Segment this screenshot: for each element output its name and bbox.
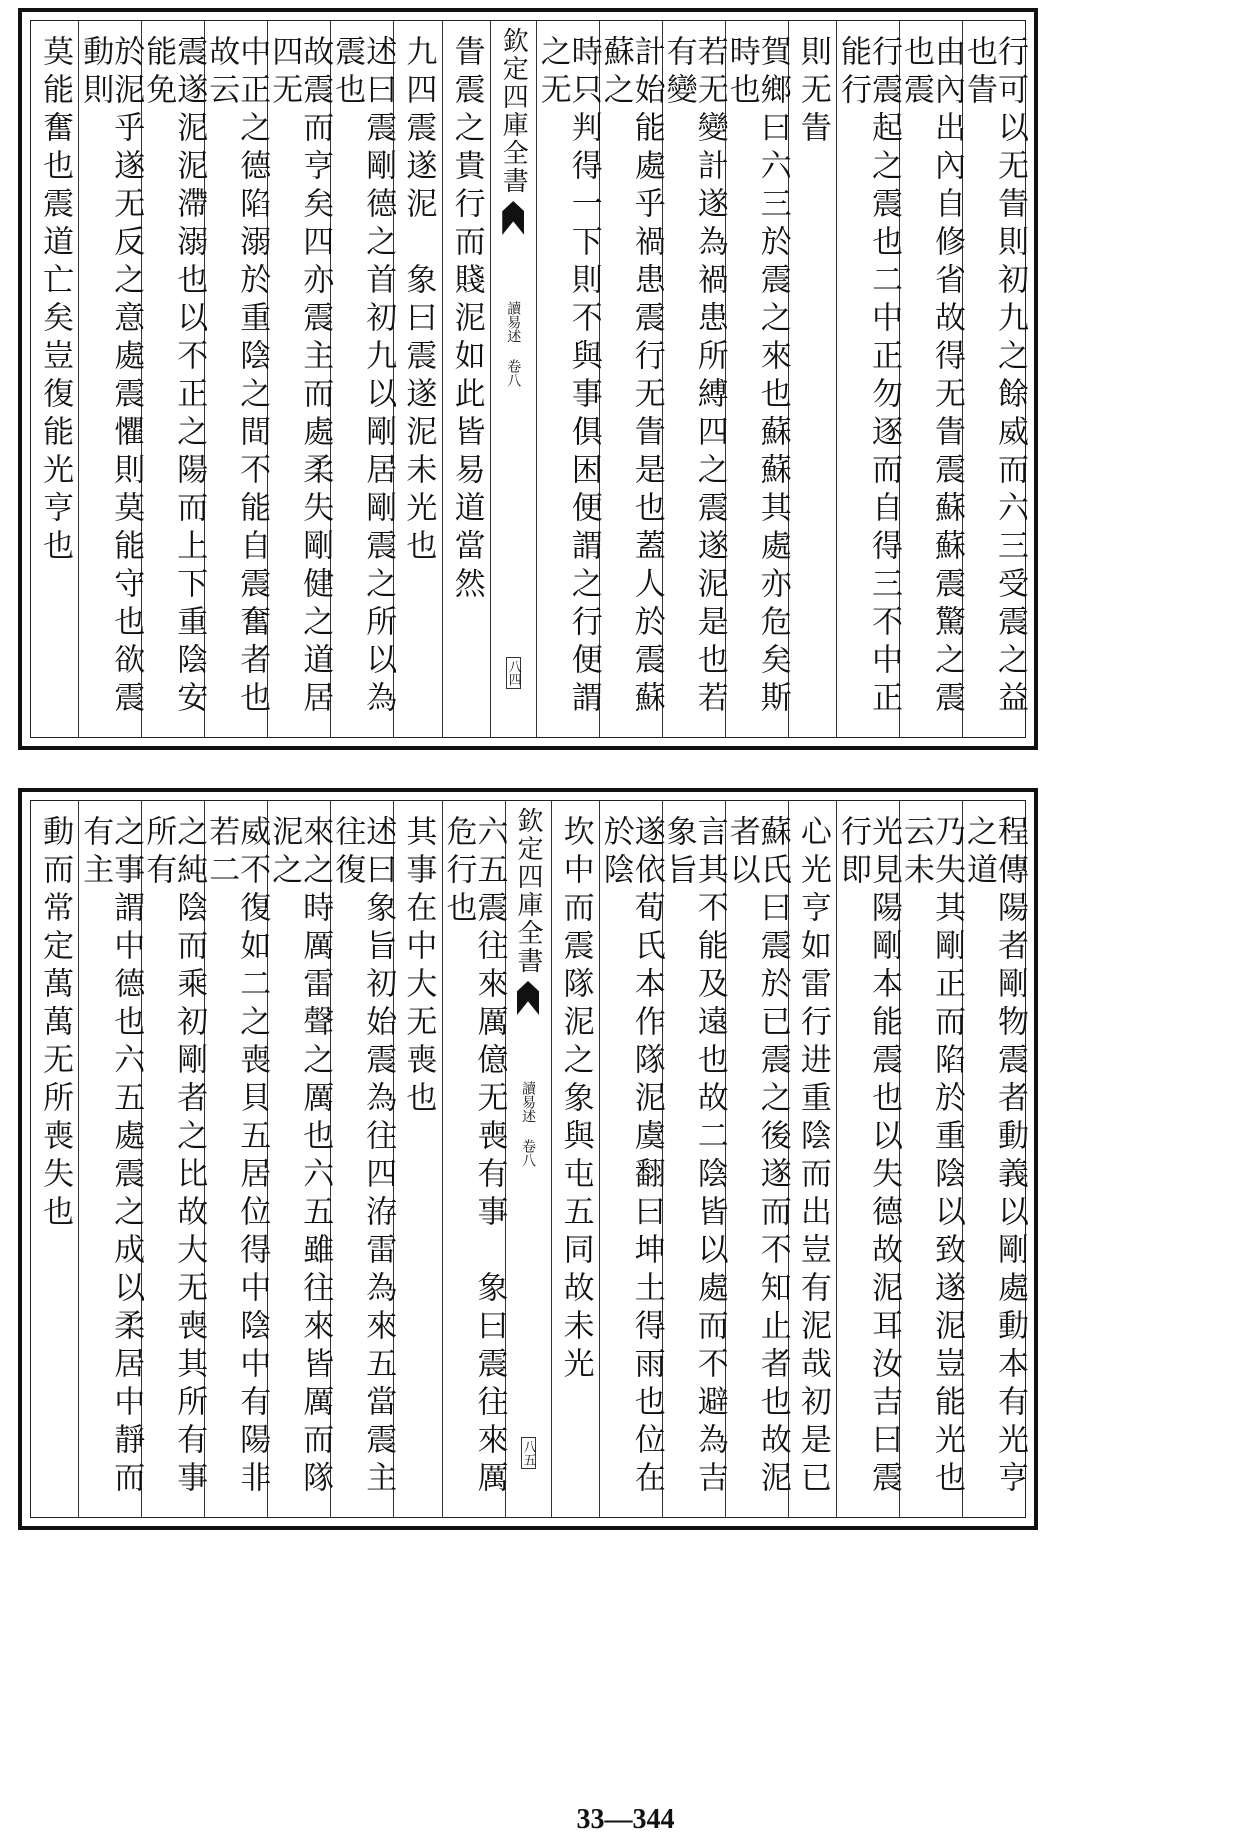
fishtail-mark-icon — [517, 981, 539, 1015]
book-series-title: 欽定四庫全書 — [513, 807, 543, 975]
upper-page-columns — [31, 21, 1028, 737]
text-column: 遂依荀氏本作隊泥虞翻曰坤土得雨也位在於陰 — [599, 801, 662, 1517]
text-column: 故震而亨矣四亦震主而處柔失剛健之道居四无 — [267, 21, 330, 737]
book-chapter-label: 讀易述 卷八 — [520, 1081, 536, 1167]
text-column: 於泥乎遂无反之意處震懼則莫能守也欲震動則 — [78, 21, 141, 737]
text-column: 行震起之震也二中正勿逐而自得三不中正能行 — [836, 21, 899, 737]
text-column: 中正之德陷溺於重陰之間不能自震奮者也故云 — [204, 21, 267, 737]
text-column: 心光亨如雷行进重陰而出豈有泥哉初是已 — [788, 801, 836, 1517]
book-chapter-label: 讀易述 卷八 — [505, 301, 522, 387]
text-column: 九四震遂泥 象曰震遂泥未光也 — [393, 21, 441, 737]
book-series-title: 欽定四庫全書 — [498, 27, 529, 195]
text-column: 其事在中大无喪也 — [393, 801, 441, 1517]
text-column: 震遂泥泥滯溺也以不正之陽而上下重陰安能免 — [141, 21, 204, 737]
text-column: 來之時厲雷聲之厲也六五雖往來皆厲而隊泥之 — [267, 801, 330, 1517]
upper-page — [18, 8, 1038, 750]
center-fold-margin — [490, 21, 536, 737]
text-column: 莫能奮也震道亡矣豈復能光亨也 — [37, 35, 74, 567]
text-column: 坎中而震隊泥之象與屯五同故未光 — [551, 801, 599, 1517]
text-column: 程傳陽者剛物震者動義以剛處動本有光亨之道 — [962, 801, 1025, 1517]
text-column: 言其不能及遠也故二陰皆以處而不避為吉象旨 — [662, 801, 725, 1517]
lower-page — [18, 788, 1038, 1530]
text-column: 由內出內自修省故得无眚震蘇蘇震驚之震也震 — [899, 21, 962, 737]
text-column: 時只判得一下則不與事俱困便謂之行便謂之无 — [536, 21, 599, 737]
text-column: 威不復如二之喪貝五居位得中陰中有陽非若二 — [204, 801, 267, 1517]
text-column: 行可以无眚則初九之餘威而六三受震之益也眚 — [962, 21, 1025, 737]
text-column: 動而常定萬萬无所喪失也 — [37, 815, 74, 1233]
fishtail-mark-icon — [502, 201, 524, 235]
lower-page-columns — [31, 801, 1028, 1517]
text-column: 之純陰而乘初剛者之比故大无喪其所有事所有 — [141, 801, 204, 1517]
text-column: 之事謂中德也六五處震之成以柔居中靜而有主 — [78, 801, 141, 1517]
text-column: 乃失其剛正而陷於重陰以致遂泥豈能光也云未 — [899, 801, 962, 1517]
text-column: 蘇氏曰震於已震之後遂而不知止者也故泥者以 — [725, 801, 788, 1517]
center-fold-margin — [505, 801, 551, 1517]
text-column: 若无變計遂為禍患所縛四之震遂泥是也若有變 — [662, 21, 725, 737]
text-column: 計始能處乎禍患震行无眚是也蓋人於震蘇蘇之 — [599, 21, 662, 737]
text-column: 賀鄉曰六三於震之來也蘇蘇其處亦危矣斯時也 — [725, 21, 788, 737]
page-number: 33—344 — [576, 1804, 675, 1835]
text-column: 述曰象旨初始震為往四洊雷為來五當震主往復 — [330, 801, 393, 1517]
leaf-number: 八五 — [521, 1437, 536, 1469]
text-column: 光見陽剛本能震也以失德故泥耳汝吉曰震行即 — [836, 801, 899, 1517]
text-column: 則无眚 — [788, 21, 836, 737]
text-column: 六五震往來厲億无喪有事 象曰震往來厲危行也 — [442, 801, 505, 1517]
text-column: 眚震之貴行而賤泥如此皆易道當然 — [442, 21, 490, 737]
leaf-number: 八四 — [506, 657, 521, 689]
text-column: 述曰震剛德之首初九以剛居剛震之所以為震也 — [330, 21, 393, 737]
